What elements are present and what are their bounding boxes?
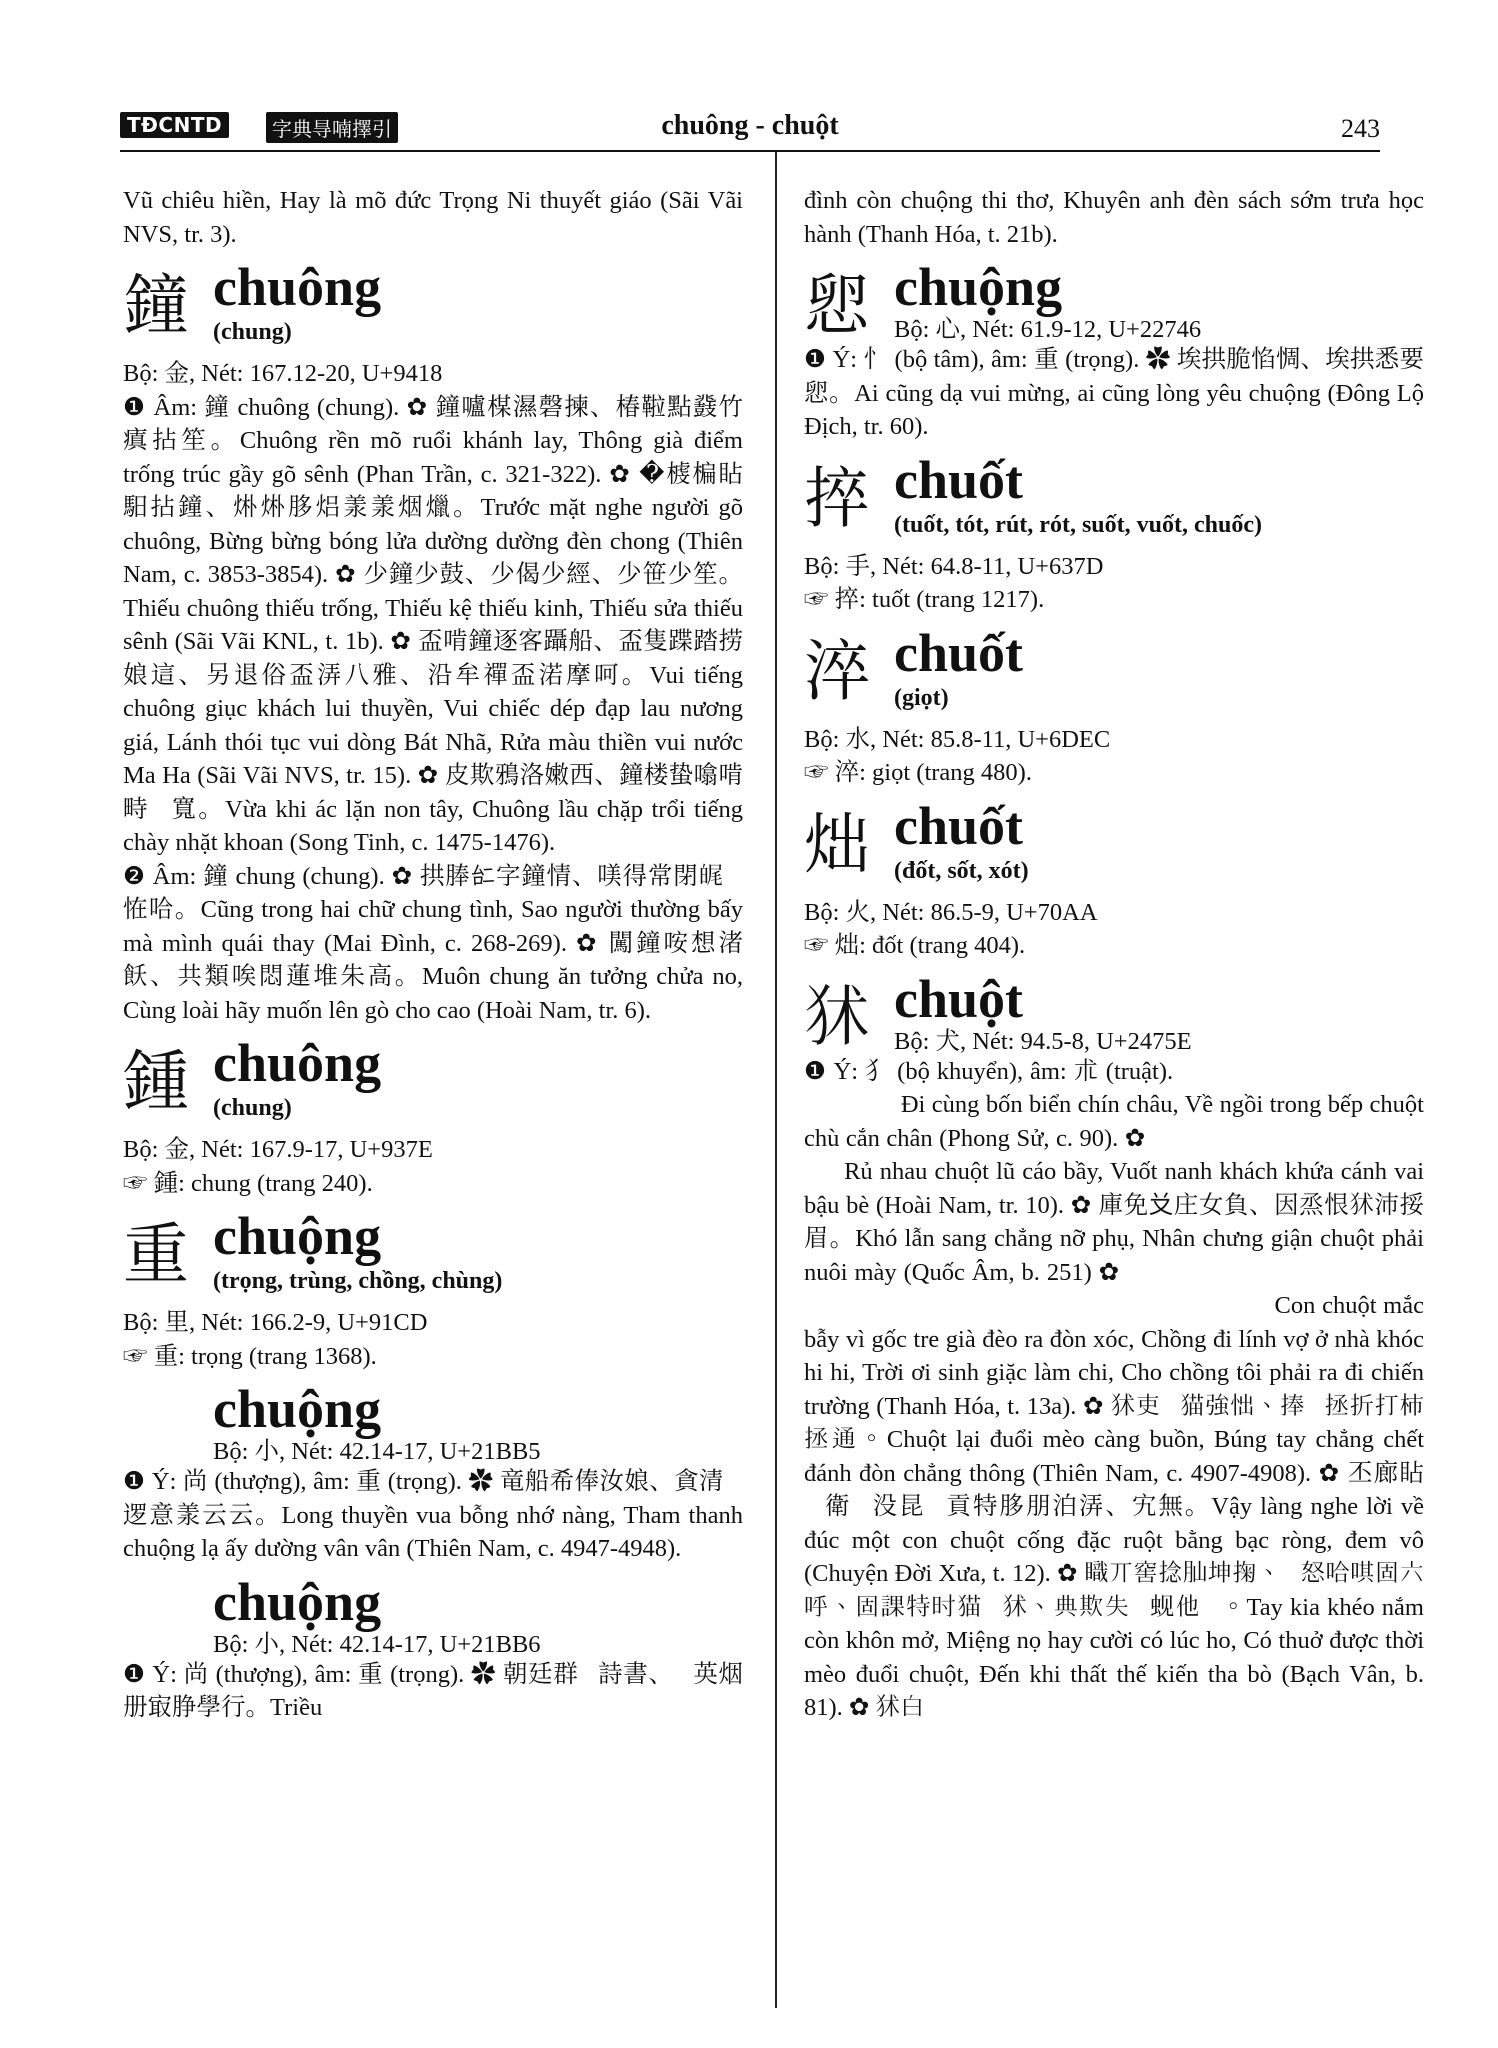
entry-variants: (trọng, trùng, chồng, chùng): [213, 1268, 503, 1294]
entry-glyph: 㤻: [804, 270, 870, 343]
entry-variants: (chung): [213, 1095, 292, 1121]
entry-meta: Bộ: 火, Nét: 86.5-9, U+70AA: [804, 898, 1098, 926]
page-number: 243: [1341, 114, 1380, 143]
cross-reference: ☞ 重: trọng (trang 1368).: [123, 1342, 377, 1370]
entry-head: [804, 969, 1424, 1055]
entry-word: chuộng: [894, 257, 1063, 317]
entry-head: [123, 1206, 743, 1306]
page-header: [120, 110, 1380, 152]
entry-glyph: 淬: [804, 635, 870, 709]
entry-glyph: 鐘: [123, 270, 189, 343]
entry-head: [123, 1379, 743, 1465]
continued-text: đình còn chuộng thi thơ, Khuyên anh đèn sách sớm trưa học hành (Thanh Hóa, t. 21b).: [804, 187, 1424, 248]
entry-glyph: 𤝞: [804, 981, 870, 1055]
cross-reference: ☞ 鍾: chung (trang 240).: [123, 1169, 373, 1197]
entry-word: chuông: [213, 1033, 382, 1093]
entry-meta: Bộ: 金, Nét: 167.12-20, U+9418: [123, 360, 443, 387]
entry-head: [123, 257, 743, 357]
entry-variants: (đốt, sốt, xót): [894, 857, 1029, 884]
entry-sense: ❶ Ý: 尚 (thượng), âm: 重 (trọng). ✿ 朝廷群𡮶詩書、𠷳英烟册㝡㬹學行。Triều: [123, 1660, 743, 1721]
entry-meta: Bộ: 小, Nét: 42.14-17, U+21BB6: [213, 1630, 541, 1658]
entry-variants: (giọt): [894, 684, 949, 711]
entry-sense: ❷ Âm: 鐘 chung (chung). ✿ 拱䏾𠄩字鐘情、𠸍得常閉𤽶𨉓恠哈。Cũng trong hai chữ chung tình, Sao người thường bấy mà mình quái thay (Mai Đình, c. 268-269). ✿ 闖鐘咹想渚飫、共類唉悶蓮堆朱高。Muôn chung ăn tưởng chửa no, Cùng loài hãy muốn lên gò cho cao (Hoài Nam, tr. 6).: [123, 862, 743, 1024]
entry-sense: ❶ Âm: 鐘 chuông (chung). ✿ 鐘嚧楳濕磬揀、椿鞡點鼗竹瘨拈笙。Chuông rền mõ ruổi khánh lay, Thông già điểm trống trúc gầy gõ sênh (Phan Trần, c. 321-322). ✿ �榩楄䀡馹拈鐘、烞烞䏧焒羕羕烟爉。Trước mặt nghe người gõ chuông, Bừng bừng bóng lửa dường dường đèn chong (Thiên Nam, c. 3853-3854). ✿ 少鐘少鼓、少偈少經、少笹少笙。Thiếu chuông thiếu trống, Thiếu kệ thiếu kinh, Thiếu sửa thiếu sênh (Sãi Vãi KNL, t. 1b). ✿ 盃啃鐘逐客躡船、盃隻蹀踏捞娘這、另退俗盃㳥八雅、沿牟禪盃渃摩呵。Vui tiếng chuông giục khách lui thuyền, Vui chiếc dép đạp lau nương giá, Lánh thói tục vui dòng Bát Nhã, Rửa màu thiền vui nước Ma Ha (Sãi Vãi NVS, tr. 15). ✿ 皮欺鴉洛嫩西、鐘楼蛰噏啃畤𣈗寬。Vừa khi ác lặn non tây, Chuông lầu chặp trổi tiếng chày nhặt khoan (Song Tinh, c. 1475-1476).: [123, 393, 743, 856]
entry-glyph: 重: [123, 1219, 189, 1292]
entry-head: [804, 257, 1424, 343]
entry-head: [123, 1572, 743, 1658]
entry-word: chuông: [213, 257, 382, 317]
book-logo: TĐCNTD: [120, 112, 229, 138]
left-column: [123, 184, 743, 1725]
entry-sense: ❶ Ý: 尚 (thượng), âm: 重 (trọng). ✿ 竜船希俸汝娘、貪清𡮵逻意羕云云。Long thuyền vua bỗng nhớ nàng, Tham thanh chuộng lạ ấy dường vân vân (Thiên Nam, c. 4947-4948).: [123, 1468, 743, 1562]
entry-word: chuộng: [213, 1379, 382, 1439]
entry-glyph: 鍾: [123, 1046, 189, 1119]
entry-sense: ❶ Ý: 犭 (bộ khuyển), âm: 朮 (truật). ✿ 𨀈窮罕瀋𤤰州、衛坐䏾炗𤝞厨哏䟢。Đi cùng bốn biển chín châu, Về ngồi trong bếp chuột chù cắn chân (Phong Sử, c. 90). ✿ 𠽖饒𤝞屢猎排、犨獰客去翅𦑃倍皮。Rủ nhau chuột lũ cáo bầy, Vuốt nanh khách khứa cánh vai bậu bè (Hoài Nam, tr. 10). ✿ 庫免𠬠庄女負、因烝恨𤝞沛挼眉。Khó lẫn sang chẳng nỡ phụ, Nhân chưng giận chuột phải nuôi mày (Quốc Âm, b. 251) ✿ 𡮣𤝞擛櫂為䧺㭲䊷擣𠵩杮促、𫅷𠫾另𠋥於茹哭希希、坙喂生賊夕之、朱𫅷碎沛𠵩𫅷戰場。Con chuột mắc bẫy vì gốc tre già đèo ra đòn xóc, Chồng đi lính vợ ở nhà khóc hi hi, Trời ơi sinh giặc làm chi, Cho chồng tôi phải ra đi chiến trường (Thanh Hóa, t. 13a). ✿ 𤝞吏𨁪猫強㤕、捧𢬣拯折打杮拯通。Chuột lại đuổi mèo càng buồn, Búng tay chẳng chết đánh đòn chẳng thông (Thiên Nam, c. 4907-4908). ✿ 丕廊䀡𠶋衛𨫊没昆𤝞貢特䏧朋泊㳥、宄無。Vậy làng nghe lời về đúc một con chuột cống đặc ruột bằng bạc ròng, đem vô (Chuyện Đời Xưa, t. 12). ✿ 𥋏丌窖捻𦘹坤掬、𠱋怒哈唭固六呼、固課特时猫𨁪𤝞、典欺失𫅷蚬他𫅷。Tay kia khéo nắm còn khôn mở, Miệng nọ hay cười có lúc ho, Có thuở được thời mèo đuổi chuột, Đến khi thất thế kiến tha bò (Bạch Vân, b. 81). ✿ 𤝞白: [804, 1057, 1424, 1721]
entry-head: [804, 623, 1424, 723]
column-divider: [775, 152, 777, 2008]
entry-meta: Bộ: 里, Nét: 166.2-9, U+91CD: [123, 1309, 428, 1336]
entry-meta: Bộ: 金, Nét: 167.9-17, U+937E: [123, 1136, 433, 1163]
entry-glyph: 炪: [804, 808, 870, 882]
right-column: [804, 184, 1424, 1725]
entry-meta: Bộ: 犬, Nét: 94.5-8, U+2475E: [894, 1027, 1192, 1055]
entry-glyph: 捽: [804, 462, 870, 536]
cross-reference: ☞ 炪: đốt (trang 404).: [804, 932, 1026, 959]
entry-word: chuốt: [894, 622, 1024, 683]
entry-variants: (chung): [213, 319, 292, 345]
page-title: chuông - chuột: [661, 110, 839, 141]
entry-meta: Bộ: 手, Nét: 64.8-11, U+637D: [804, 552, 1104, 580]
entry-glyph: 𡮵: [123, 1392, 175, 1465]
entry-word: chuốt: [894, 795, 1024, 856]
entry-meta: Bộ: 小, Nét: 42.14-17, U+21BB5: [213, 1438, 541, 1465]
continued-text: Vũ chiêu hiền, Hay là mõ đức Trọng Ni thuyết giáo (Sãi Vãi NVS, tr. 3).: [123, 187, 743, 248]
entry-meta: Bộ: 水, Nét: 85.8-11, U+6DEC: [804, 725, 1111, 753]
entry-meta: Bộ: 心, Nét: 61.9-12, U+22746: [894, 316, 1202, 343]
entry-head: [804, 796, 1424, 896]
entry-head: [804, 450, 1424, 550]
entry-variants: (tuốt, tót, rút, rót, suốt, vuốt, chuốc): [894, 511, 1262, 538]
entry-word: chuộng: [213, 1206, 382, 1266]
entry-word: chuốt: [894, 449, 1024, 510]
book-logo-han: 字典㝵喃擇引: [266, 112, 398, 143]
entry-sense: ❶ Ý: 忄 (bộ tâm), âm: 重 (trọng). ✿ 埃拱脆惂惆、埃拱悉要㤻。Ai cũng dạ vui mừng, ai cũng lòng yêu chuộng (Đông Lộ Địch, tr. 60).: [804, 346, 1424, 440]
entry-glyph: 𡮶: [123, 1584, 175, 1658]
cross-reference: ☞ 捽: tuốt (trang 1217).: [804, 586, 1045, 613]
cross-reference: ☞ 淬: giọt (trang 480).: [804, 759, 1032, 786]
entry-head: [123, 1033, 743, 1133]
entry-word: chuộng: [213, 1571, 382, 1632]
entry-word: chuột: [894, 968, 1024, 1029]
